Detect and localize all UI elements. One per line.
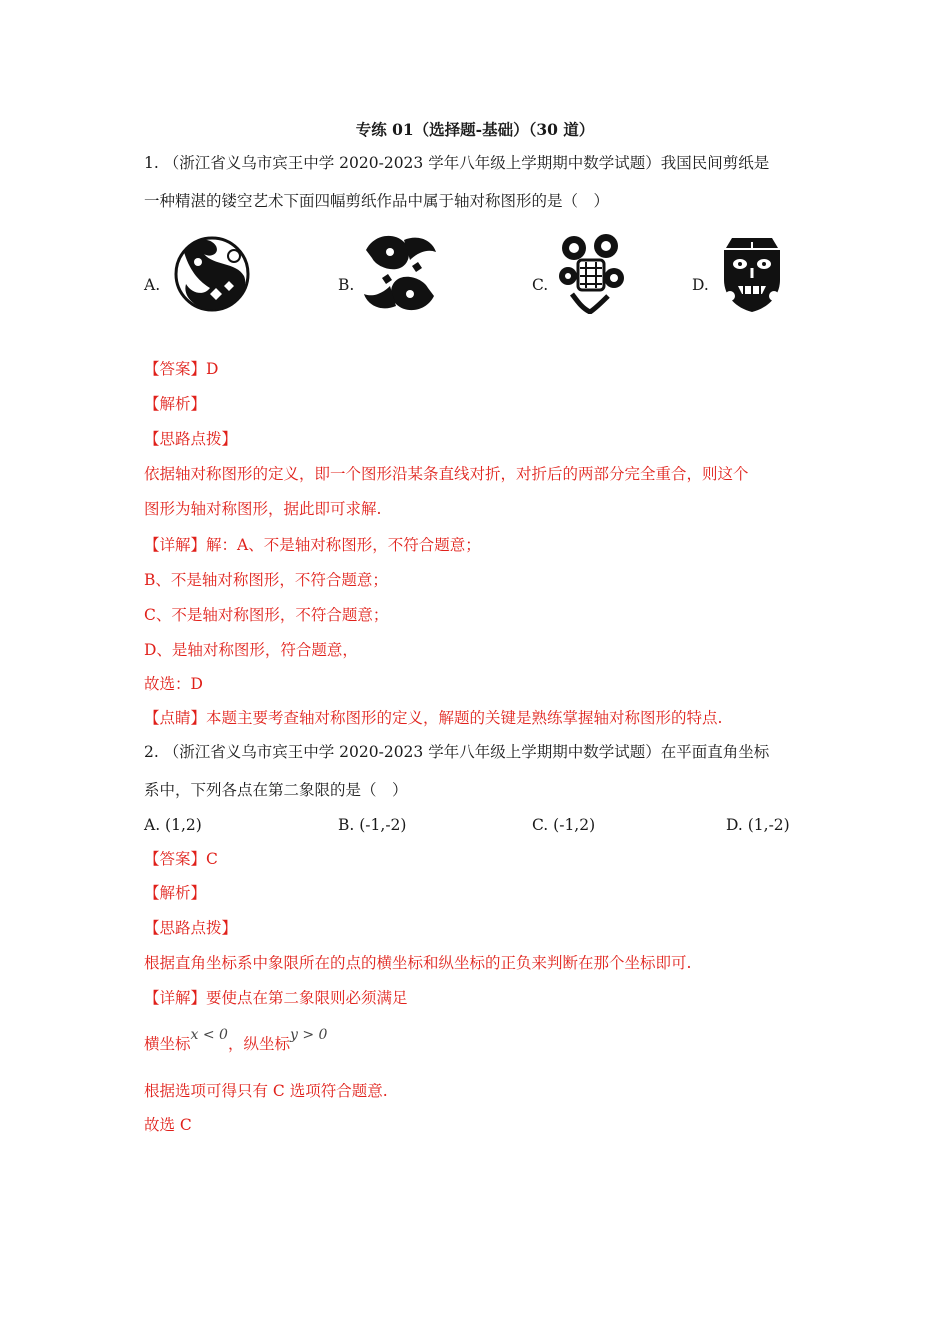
q2-stem-line1: 2. （浙江省义乌市宾王中学 2020-2023 学年八年级上学期期中数学试题）在平面直角坐标 bbox=[144, 743, 770, 761]
q1-stem-line2: 一种精湛的镂空艺术下面四幅剪纸作品中属于轴对称图形的是（ ） bbox=[144, 192, 610, 210]
condition-y-formula: y > 0 bbox=[289, 1027, 328, 1043]
q1-detail-line4: D、是轴对称图形，符合题意， bbox=[144, 641, 358, 659]
condition-x-formula: x < 0 bbox=[190, 1027, 228, 1043]
q1-detail-heading: 【详解】 bbox=[144, 536, 207, 554]
q1-option-a-label: A. bbox=[144, 276, 161, 294]
q2-hint-line1: 根据直角坐标系中象限所在的点的横坐标和纵坐标的正负来判断在那个坐标即可. bbox=[144, 954, 692, 972]
q2-option-d: D. (1,-2) bbox=[726, 816, 790, 834]
page-title: 专练 01（选择题-基础）（30 道） bbox=[355, 120, 595, 139]
q2-choice: 故选 C bbox=[144, 1116, 192, 1134]
q2-option-b: B. (-1,-2) bbox=[338, 816, 407, 834]
q2-answer: 【答案】C bbox=[144, 850, 218, 868]
q2-detail-line3: 根据选项可得只有 C 选项符合题意. bbox=[144, 1082, 388, 1100]
q1-analysis-heading: 【解析】 bbox=[144, 395, 207, 413]
q1-option-c-label: C. bbox=[532, 276, 549, 294]
q1-comment-heading: 【点睛】 bbox=[144, 709, 207, 727]
q1-hint-line2: 图形为轴对称图形，据此即可求解. bbox=[144, 500, 382, 518]
q2-stem-line2: 系中，下列各点在第二象限的是（ ） bbox=[144, 781, 408, 799]
q1-option-b-image bbox=[360, 230, 440, 316]
q1-detail-line1: 【详解】解：A、不是轴对称图形，不符合题意； bbox=[144, 536, 481, 554]
q1-comment: 【点睛】本题主要考查轴对称图形的定义，解题的关键是熟练掌握轴对称图形的特点. bbox=[144, 709, 723, 727]
q1-detail-line3: C、不是轴对称图形，不符合题意； bbox=[144, 606, 389, 624]
q1-detail-line2: B、不是轴对称图形，不符合题意； bbox=[144, 571, 388, 589]
q2-detail-line1: 【详解】要使点在第二象限则必须满足 bbox=[144, 989, 408, 1007]
q1-option-d-label: D. bbox=[692, 276, 709, 294]
q2-option-c: C. (-1,2) bbox=[532, 816, 596, 834]
q2-analysis-heading: 【解析】 bbox=[144, 884, 207, 902]
q1-option-d-image bbox=[718, 234, 786, 314]
q2-hint-heading: 【思路点拨】 bbox=[144, 919, 238, 937]
q1-choice: 故选：D bbox=[144, 675, 203, 693]
q1-option-a-image bbox=[170, 232, 254, 314]
q2-detail-conditions: 横坐标x < 0，纵坐标y > 0 bbox=[144, 1027, 328, 1053]
q2-detail-heading: 【详解】 bbox=[144, 989, 207, 1007]
q1-option-b-label: B. bbox=[338, 276, 355, 294]
q1-answer: 【答案】D bbox=[144, 360, 219, 378]
q1-option-c-image bbox=[556, 232, 626, 314]
q2-option-a: A. (1,2) bbox=[144, 816, 202, 834]
q1-stem-line1: 1. （浙江省义乌市宾王中学 2020-2023 学年八年级上学期期中数学试题）我国民间剪纸是 bbox=[144, 154, 770, 172]
q1-hint-heading: 【思路点拨】 bbox=[144, 430, 238, 448]
q1-hint-line1: 依据轴对称图形的定义，即一个图形沿某条直线对折，对折后的两部分完全重合，则这个 bbox=[144, 465, 749, 483]
